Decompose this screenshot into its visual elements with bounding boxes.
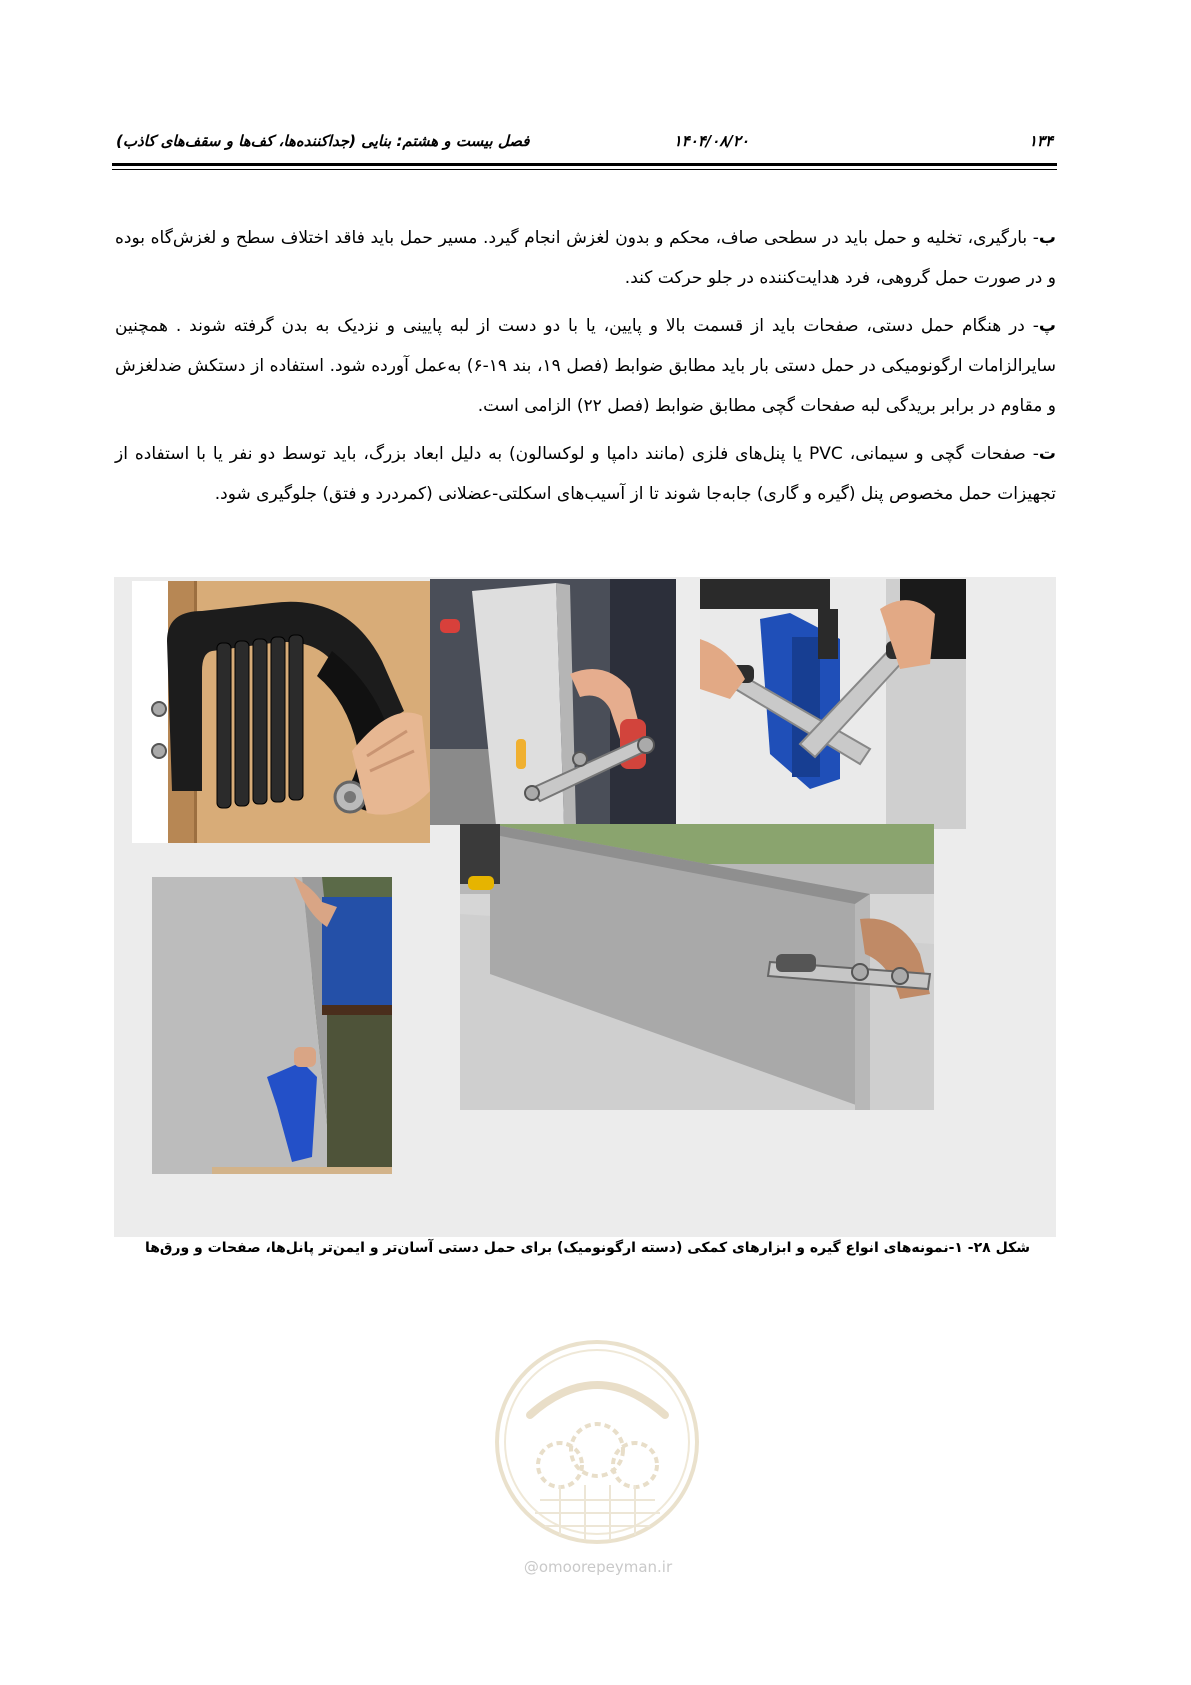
- chapter-title: فصل بیست و هشتم: بنایی (جداکننده‌ها، کف‌ها و سقف‌های کاذب): [116, 132, 530, 150]
- header-date: ۱۴۰۴/۰۸/۲۰: [673, 132, 749, 150]
- photo-blue-crossed-handle-carrier: [700, 579, 966, 829]
- body-text: [115, 218, 1056, 522]
- photo-metal-clamp-panel: [430, 579, 676, 825]
- paragraph-text: - در هنگام حمل دستی، صفحات باید از قسمت بالا و پایین، یا با دو دست از لبه پایینی و نزدیک به بدن گرفته شوند . همچنین سایرالزامات ارگونومیکی در حمل دستی بار باید مطابق ضوابط (فصل ۱۹، بند ۱۹-۶) به‌عمل آورده شود. استفاده از دستکش ضدلغزش و مقاوم در برابر بریدگی لبه صفحات گچی مطابق ضوابط (فصل ۲۲) الزامی است.: [115, 316, 1056, 416]
- watermark-url: @omoorepeyman.ir: [523, 1558, 673, 1576]
- paragraph-label: ب: [1038, 228, 1056, 248]
- header-rule-thin: [112, 169, 1057, 170]
- page-header: [112, 132, 1057, 156]
- photo-concrete-slab-clamp: [460, 824, 934, 1110]
- photo-plasterboard-blue-carrier: [152, 877, 392, 1174]
- paragraph-label: ت: [1038, 444, 1057, 464]
- page-number: ۱۳۴: [1028, 132, 1053, 150]
- header-rule: [112, 163, 1057, 166]
- paragraph-p: [115, 306, 1056, 426]
- figure-panel: [114, 577, 1056, 1237]
- paragraph-text: - بارگیری، تخلیه و حمل باید در سطحی صاف، محکم و بدون لغزش انجام گیرد. مسیر حمل باید فاقد اختلاف سطح و لغزش‌گاه بوده و در صورت حمل گروهی، فرد هدایت‌کننده در جلو حرکت کند.: [115, 228, 1056, 288]
- paragraph-b: [115, 218, 1056, 298]
- figure-caption: شکل ۲۸- ۱-نمونه‌های انواع گیره و ابزارهای کمکی (دسته ارگونومیک) برای حمل دستی آسان‌تر و ایمن‌تر پانل‌ها، صفحات و ورق‌ها: [144, 1240, 1030, 1256]
- watermark-seal-icon: [490, 1335, 705, 1550]
- paragraph-label: پ: [1038, 316, 1056, 336]
- paragraph-text: - صفحات گچی و سیمانی، PVC یا پنل‌های فلزی (مانند دامپا و لوکسالون) به دلیل ابعاد بزرگ، باید توسط دو نفر یا با استفاده از تجهیزات حمل مخصوص پنل (گیره و گاری) جابه‌جا شوند تا از آسیب‌های اسکلتی-عضلانی (کمردرد و فتق) جلوگیری شود.: [115, 444, 1056, 504]
- paragraph-t: [115, 434, 1056, 514]
- photo-black-panel-carrier: [132, 581, 430, 843]
